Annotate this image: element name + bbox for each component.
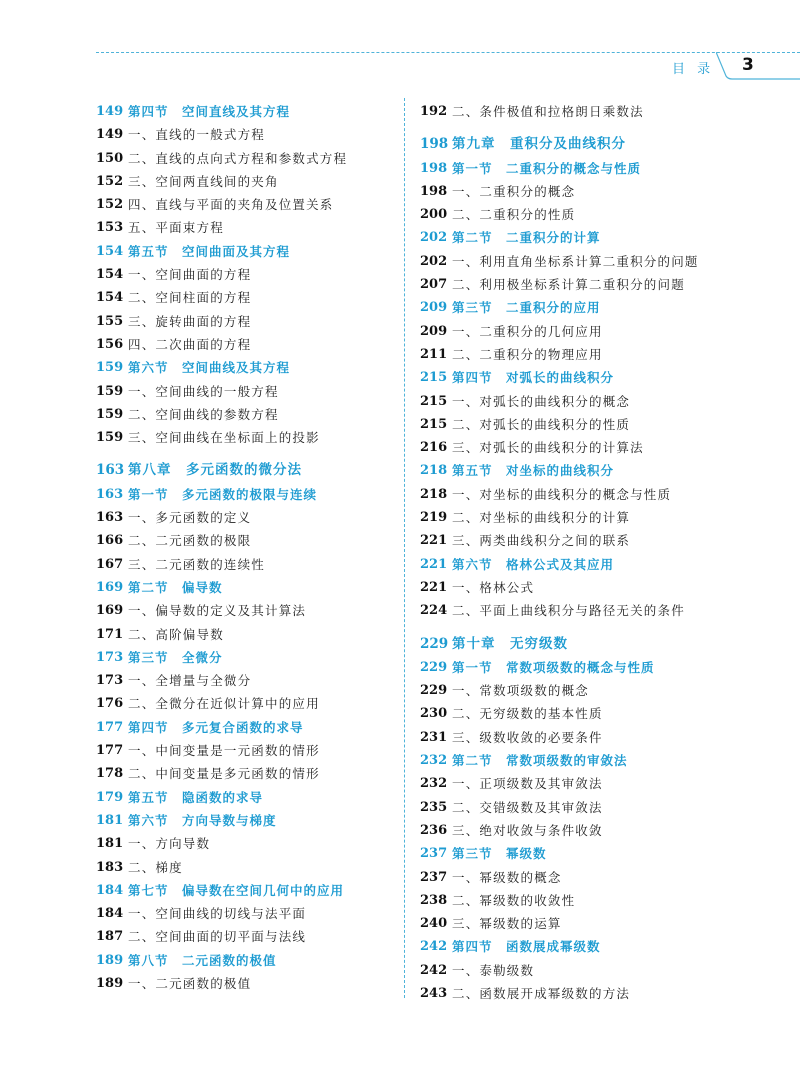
- toc-page-number: 218: [420, 463, 448, 479]
- toc-page-number: 184: [96, 882, 124, 898]
- toc-entry-title: 第七节 偏导数在空间几何中的应用: [128, 882, 345, 898]
- toc-entry-title: 第三节 幂级数: [452, 846, 547, 862]
- toc-item-row[interactable]: [420, 529, 790, 552]
- toc-item-row[interactable]: [420, 679, 790, 702]
- toc-entry-title: 第四节 空间直线及其方程: [128, 104, 291, 119]
- toc-entry-title: 第六节 格林公式及其应用: [452, 556, 615, 572]
- toc-section-row[interactable]: [420, 226, 790, 249]
- toc-entry-title: 第一节 常数项级数的概念与性质: [452, 659, 655, 675]
- toc-item-row[interactable]: [420, 100, 790, 123]
- header-page-tab: [716, 52, 800, 80]
- toc-page-number: 221: [420, 533, 448, 549]
- toc-item-row[interactable]: [420, 599, 790, 622]
- toc-entry-title: 一、中间变量是一元函数的情形: [128, 743, 320, 759]
- toc-entry-title: 二、无穷级数的基本性质: [452, 706, 603, 722]
- toc-page-number: 232: [420, 776, 448, 792]
- toc-entry-title: 一、格林公式: [452, 579, 535, 595]
- toc-entry-title: 第四节 函数展成幂级数: [452, 939, 601, 955]
- toc-item-row[interactable]: [420, 796, 790, 819]
- toc-page-number: 198: [420, 183, 448, 199]
- toc-page-number: 189: [96, 952, 124, 968]
- toc-entry-title: 第二节 常数项级数的审敛法: [452, 753, 628, 769]
- toc-section-row[interactable]: [420, 842, 790, 865]
- toc-page-number: 242: [420, 962, 448, 978]
- toc-page-number: 154: [96, 290, 124, 306]
- toc-entry-title: 一、对坐标的曲线积分的概念与性质: [452, 486, 672, 502]
- toc-item-row[interactable]: [420, 959, 790, 982]
- toc-entry-title: 二、梯度: [128, 859, 183, 875]
- toc-item-row[interactable]: [96, 170, 396, 193]
- toc-entry-title: 一、二重积分的几何应用: [452, 323, 603, 339]
- toc-entry-title: 第八节 二元函数的极值: [128, 952, 277, 968]
- toc-entry-title: 二、幂级数的收敛性: [452, 892, 576, 908]
- toc-entry-title: 第三节 全微分: [128, 649, 223, 665]
- toc-item-row[interactable]: [96, 506, 396, 529]
- toc-page-number: 221: [420, 579, 448, 595]
- toc-section-row[interactable]: [96, 483, 396, 506]
- toc-page-number: 159: [96, 383, 124, 399]
- toc-page-number: 169: [96, 579, 124, 595]
- toc-entry-title: 二、平面上曲线积分与路径无关的条件: [452, 603, 685, 619]
- toc-page-number: 240: [420, 916, 448, 932]
- toc-page-number: 173: [96, 673, 124, 689]
- toc-entry-title: 三、旋转曲面的方程: [128, 313, 252, 329]
- toc-page-number: 211: [420, 346, 448, 362]
- toc-entry-title: 一、幂级数的概念: [452, 869, 562, 885]
- toc-item-row[interactable]: [420, 273, 790, 296]
- toc-page-number: 154: [96, 243, 124, 259]
- toc-page-number: 215: [420, 370, 448, 386]
- toc-item-row[interactable]: [420, 889, 790, 912]
- toc-entry-title: 第三节 二重积分的应用: [452, 300, 601, 316]
- toc-section-row[interactable]: [420, 553, 790, 576]
- toc-entry-title: 二、对坐标的曲线积分的计算: [452, 510, 631, 526]
- toc-item-row[interactable]: [96, 216, 396, 239]
- toc-page-number: 152: [96, 173, 124, 189]
- toc-page-number: 184: [96, 906, 124, 922]
- toc-page-number: 177: [96, 719, 124, 735]
- toc-entry-title: 二、空间柱面的方程: [128, 290, 252, 306]
- toc-page-number: 202: [420, 253, 448, 269]
- toc-entry-title: 三、空间曲线在坐标面上的投影: [128, 430, 320, 446]
- toc-page-number: 218: [420, 486, 448, 502]
- toc-entry-title: 第九章 重积分及曲线积分: [452, 136, 626, 153]
- toc-entry-title: 二、二元函数的极限: [128, 533, 252, 549]
- toc-section-row[interactable]: [420, 935, 790, 958]
- toc-page-number: 237: [420, 869, 448, 885]
- column-divider: [404, 98, 405, 998]
- toc-item-row[interactable]: [420, 506, 790, 529]
- toc-page-number: 237: [420, 846, 448, 862]
- toc-entry-title: 三、级数收敛的必要条件: [452, 729, 603, 745]
- toc-entry-title: 四、直线与平面的夹角及位置关系: [128, 197, 334, 213]
- toc-page-number: 173: [96, 649, 124, 665]
- toc-item-row[interactable]: [96, 426, 396, 449]
- toc-entry-title: 一、多元函数的定义: [128, 510, 252, 526]
- toc-page-number: 209: [420, 323, 448, 339]
- toc-item-row[interactable]: [96, 739, 396, 762]
- toc-item-row[interactable]: [96, 333, 396, 356]
- toc-item-row[interactable]: [96, 286, 396, 309]
- toc-section-row[interactable]: [420, 749, 790, 772]
- toc-page-number: 179: [96, 789, 124, 805]
- toc-entry-title: 五、平面束方程: [128, 220, 224, 236]
- toc-entry-title: 二、空间曲线的参数方程: [128, 406, 279, 422]
- toc-page-number: 149: [96, 104, 124, 119]
- toc-page-number: 235: [420, 799, 448, 815]
- toc-item-row[interactable]: [96, 403, 396, 426]
- toc-item-row[interactable]: [96, 856, 396, 879]
- toc-page-number: 181: [96, 812, 124, 828]
- toc-section-row[interactable]: [96, 809, 396, 832]
- toc-entry-title: 第八章 多元函数的微分法: [128, 462, 302, 479]
- toc-page-number: 159: [96, 360, 124, 376]
- toc-entry-title: 第六节 空间曲线及其方程: [128, 360, 291, 376]
- toc-section-row[interactable]: [96, 716, 396, 739]
- toc-item-row[interactable]: [96, 529, 396, 552]
- toc-page-number: 167: [96, 556, 124, 572]
- toc-page-number: 171: [96, 626, 124, 642]
- toc-page-number: 232: [420, 753, 448, 769]
- toc-page-number: 192: [420, 104, 448, 119]
- toc-entry-title: 三、幂级数的运算: [452, 916, 562, 932]
- toc-section-row[interactable]: [96, 949, 396, 972]
- toc-entry-title: 四、二次曲面的方程: [128, 336, 252, 352]
- header-rule: [96, 52, 800, 53]
- toc-entry-title: 第一节 多元函数的极限与连续: [128, 486, 318, 502]
- toc-entry-title: 二、直线的点向式方程和参数式方程: [128, 150, 348, 166]
- toc-item-row[interactable]: [96, 925, 396, 948]
- toc-chapter-row[interactable]: [420, 633, 790, 656]
- toc-section-row[interactable]: [96, 240, 396, 263]
- toc-section-row[interactable]: [96, 786, 396, 809]
- toc-item-row[interactable]: [420, 982, 790, 1005]
- toc-entry-title: 二、二重积分的性质: [452, 207, 576, 223]
- toc-item-row[interactable]: [96, 310, 396, 333]
- toc-item-row[interactable]: [420, 483, 790, 506]
- toc-section-row[interactable]: [420, 157, 790, 180]
- toc-item-row[interactable]: [96, 692, 396, 715]
- toc-entry-title: 第二节 二重积分的计算: [452, 230, 601, 246]
- toc-page-number: 238: [420, 892, 448, 908]
- toc-page-number: 189: [96, 975, 124, 991]
- toc-entry-title: 一、空间曲线的一般方程: [128, 383, 279, 399]
- toc-section-row[interactable]: [96, 576, 396, 599]
- toc-section-row[interactable]: [420, 656, 790, 679]
- toc-page-number: 166: [96, 533, 124, 549]
- toc-page-number: 154: [96, 267, 124, 283]
- toc-page-number: 200: [420, 207, 448, 223]
- toc-page-number: 216: [420, 440, 448, 456]
- toc-item-row[interactable]: [420, 250, 790, 273]
- section-gap: [420, 123, 790, 133]
- toc-page-number: 159: [96, 406, 124, 422]
- toc-page-number: 230: [420, 706, 448, 722]
- toc-page-number: 229: [420, 683, 448, 699]
- toc-entry-title: 三、绝对收敛与条件收敛: [452, 822, 603, 838]
- toc-entry-title: 第五节 隐函数的求导: [128, 789, 264, 805]
- toc-entry-title: 一、直线的一般式方程: [128, 127, 266, 143]
- toc-page-number: 243: [420, 985, 448, 1001]
- toc-entry-title: 一、二元函数的极值: [128, 975, 252, 991]
- toc-item-row[interactable]: [420, 413, 790, 436]
- section-gap: [96, 449, 396, 459]
- toc-entry-title: 一、空间曲线的切线与法平面: [128, 906, 307, 922]
- toc-page-number: 198: [420, 136, 449, 153]
- toc-item-row[interactable]: [96, 832, 396, 855]
- toc-page-number: 187: [96, 929, 124, 945]
- toc-entry-title: 二、利用极坐标系计算二重积分的问题: [452, 277, 685, 293]
- toc-entry-title: 第二节 偏导数: [128, 579, 223, 595]
- toc-entry-title: 一、泰勒级数: [452, 962, 535, 978]
- toc-right-column: [420, 100, 790, 1005]
- toc-entry-title: 二、高阶偏导数: [128, 626, 224, 642]
- toc-page-number: 149: [96, 127, 124, 143]
- toc-item-row[interactable]: [96, 623, 396, 646]
- toc-section-row[interactable]: [96, 646, 396, 669]
- toc-entry-title: 二、交错级数及其审敛法: [452, 799, 603, 815]
- toc-left-column: [96, 100, 396, 995]
- toc-entry-title: 二、条件极值和拉格朗日乘数法: [452, 104, 644, 119]
- toc-item-row[interactable]: [420, 772, 790, 795]
- toc-page-number: 242: [420, 939, 448, 955]
- toc-page-number: 221: [420, 556, 448, 572]
- toc-entry-title: 第一节 二重积分的概念与性质: [452, 160, 642, 176]
- toc-item-row[interactable]: [96, 902, 396, 925]
- toc-page-number: 236: [420, 822, 448, 838]
- toc-entry-title: 三、对弧长的曲线积分的计算法: [452, 440, 644, 456]
- toc-page-number: 176: [96, 696, 124, 712]
- toc-item-row[interactable]: [96, 263, 396, 286]
- toc-page-number: 163: [96, 462, 125, 479]
- toc-section-row[interactable]: [420, 296, 790, 319]
- toc-entry-title: 第四节 多元复合函数的求导: [128, 719, 304, 735]
- toc-item-row[interactable]: [96, 123, 396, 146]
- toc-page-number: 178: [96, 766, 124, 782]
- toc-entry-title: 三、二元函数的连续性: [128, 556, 266, 572]
- toc-page-number: 156: [96, 336, 124, 352]
- toc-item-row[interactable]: [420, 866, 790, 889]
- toc-entry-title: 第四节 对弧长的曲线积分: [452, 370, 615, 386]
- toc-item-row[interactable]: [420, 726, 790, 749]
- toc-entry-title: 一、全增量与全微分: [128, 673, 252, 689]
- toc-page-number: 150: [96, 150, 124, 166]
- toc-chapter-row[interactable]: [96, 459, 396, 482]
- toc-entry-title: 一、空间曲面的方程: [128, 267, 252, 283]
- toc-entry-title: 二、空间曲面的切平面与法线: [128, 929, 307, 945]
- toc-item-row[interactable]: [420, 436, 790, 459]
- toc-section-row[interactable]: [420, 366, 790, 389]
- toc-item-row[interactable]: [420, 819, 790, 842]
- toc-page-number: 229: [420, 635, 449, 652]
- toc-item-row[interactable]: [96, 762, 396, 785]
- toc-item-row[interactable]: [96, 972, 396, 995]
- toc-entry-title: 一、对弧长的曲线积分的概念: [452, 393, 631, 409]
- toc-entry-title: 第五节 对坐标的曲线积分: [452, 463, 615, 479]
- toc-section-row[interactable]: [420, 459, 790, 482]
- toc-item-row[interactable]: [420, 390, 790, 413]
- toc-section-row[interactable]: [96, 879, 396, 902]
- toc-item-row[interactable]: [96, 193, 396, 216]
- toc-page-number: 181: [96, 836, 124, 852]
- toc-entry-title: 一、二重积分的概念: [452, 183, 576, 199]
- toc-entry-title: 第五节 空间曲面及其方程: [128, 243, 291, 259]
- toc-page-number: 153: [96, 220, 124, 236]
- toc-page-number: 163: [96, 510, 124, 526]
- toc-section-row[interactable]: [96, 356, 396, 379]
- toc-entry-title: 一、方向导数: [128, 836, 211, 852]
- toc-entry-title: 一、常数项级数的概念: [452, 683, 590, 699]
- toc-page-number: 231: [420, 729, 448, 745]
- toc-page-number: 202: [420, 230, 448, 246]
- toc-item-row[interactable]: [96, 380, 396, 403]
- toc-item-row[interactable]: [420, 203, 790, 226]
- toc-page-number: 169: [96, 603, 124, 619]
- toc-page-number: 207: [420, 277, 448, 293]
- toc-page-number: 163: [96, 486, 124, 502]
- toc-item-row[interactable]: [96, 553, 396, 576]
- toc-entry-title: 三、空间两直线间的夹角: [128, 173, 279, 189]
- toc-header-label: 目 录: [672, 62, 715, 77]
- toc-page-number: 215: [420, 393, 448, 409]
- toc-entry-title: 第六节 方向导数与梯度: [128, 812, 277, 828]
- toc-entry-title: 二、二重积分的物理应用: [452, 346, 603, 362]
- toc-item-row[interactable]: [420, 180, 790, 203]
- toc-page-number: 215: [420, 416, 448, 432]
- toc-entry-title: 二、中间变量是多元函数的情形: [128, 766, 320, 782]
- toc-entry-title: 一、正项级数及其审敛法: [452, 776, 603, 792]
- toc-page-number: 159: [96, 430, 124, 446]
- toc-entry-title: 二、全微分在近似计算中的应用: [128, 696, 320, 712]
- toc-page-number: 224: [420, 603, 448, 619]
- toc-chapter-row[interactable]: [420, 133, 790, 156]
- toc-page-number: 177: [96, 743, 124, 759]
- toc-page-number: 155: [96, 313, 124, 329]
- toc-item-row[interactable]: [420, 343, 790, 366]
- section-gap: [420, 623, 790, 633]
- toc-page-number: 183: [96, 859, 124, 875]
- toc-entry-title: 第十章 无穷级数: [452, 635, 568, 652]
- toc-entry-title: 三、两类曲线积分之间的联系: [452, 533, 631, 549]
- toc-item-row[interactable]: [420, 702, 790, 725]
- page-number: 3: [742, 55, 754, 75]
- toc-item-row[interactable]: [96, 599, 396, 622]
- toc-item-row[interactable]: [420, 320, 790, 343]
- toc-item-row[interactable]: [96, 147, 396, 170]
- toc-section-row[interactable]: [96, 100, 396, 123]
- toc-item-row[interactable]: [420, 912, 790, 935]
- toc-entry-title: 二、对弧长的曲线积分的性质: [452, 416, 631, 432]
- toc-entry-title: 二、函数展开成幂级数的方法: [452, 985, 631, 1001]
- toc-page-number: 209: [420, 300, 448, 316]
- toc-item-row[interactable]: [420, 576, 790, 599]
- toc-entry-title: 一、利用直角坐标系计算二重积分的问题: [452, 253, 699, 269]
- toc-page-number: 152: [96, 197, 124, 213]
- toc-item-row[interactable]: [96, 669, 396, 692]
- toc-page-number: 198: [420, 160, 448, 176]
- toc-page-number: 219: [420, 510, 448, 526]
- toc-page-number: 229: [420, 659, 448, 675]
- toc-entry-title: 一、偏导数的定义及其计算法: [128, 603, 307, 619]
